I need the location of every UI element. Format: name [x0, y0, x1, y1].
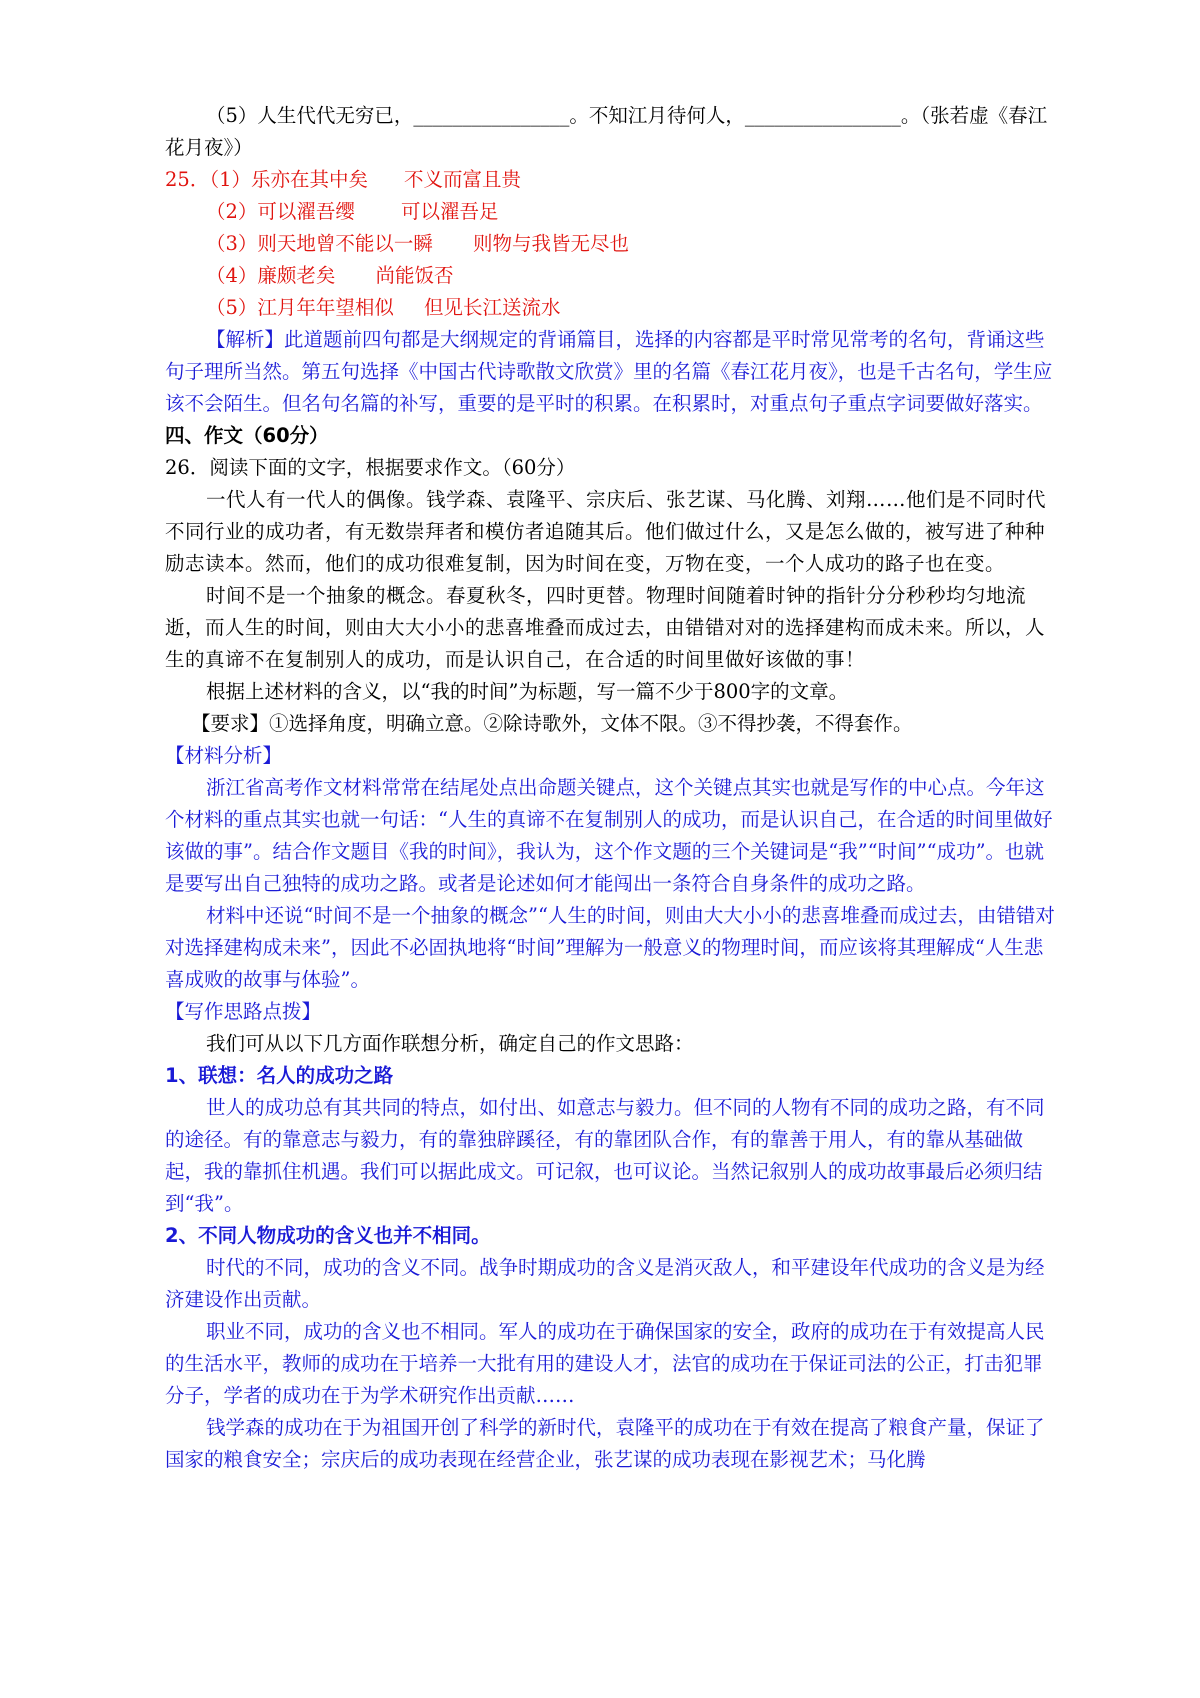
writing-tips-intro: 我们可从以下几方面作联想分析，确定自己的作文思路：	[206, 1032, 694, 1055]
material-paragraph-1: 一代人有一代人的偶像。钱学森、袁隆平、宗庆后、张艺谋、马化腾、刘翔……他们是不同时代不同行业的成功者，有无数崇拜者和模仿者追随其后。他们做过什么，又是怎么做的，被写进了种种励志读本。然而，他们的成功很难复制，因为时间在变，万物在变，一个人成功的路子也在变。	[165, 488, 1047, 575]
material-analysis-p1: 浙江省高考作文材料常常在结尾处点出命题关键点，这个关键点其实也就是写作的中心点。今年这个材料的重点其实也就一句话：“人生的真谛不在复制别人的成功，而是认识自己，在合适的时间里做好该做的事”。结合作文题目《我的时间》，我认为，这个作文题的三个关键词是“我”“时间”“成功”。也就是要写出自己独特的成功之路。或者是论述如何才能闯出一条符合自身条件的成功之路。	[165, 776, 1053, 895]
essay-instruction: 根据上述材料的含义，以“我的时间”为标题，写一篇不少于800字的文章。	[206, 680, 849, 703]
answer-25-5: （5）江月年年望相似 但见长江送流水	[206, 296, 561, 319]
material-analysis-p2: 材料中还说“时间不是一个抽象的概念”“人生的时间，则由大大小小的悲喜堆叠而成过去，由错错对对选择建构成未来”，因此不必固执地将“时间”理解为一般意义的物理时间，而应该将其理解成“人生悲喜成败的故事与体验”。	[165, 904, 1055, 991]
question-24-5: （5）人生代代无穷已，________________。不知江月待何人，________________。（张若虚《春江花月夜》）	[165, 104, 1048, 159]
tip-heading-1: 1、联想：名人的成功之路	[165, 1064, 394, 1087]
writing-tips	[165, 996, 1055, 1476]
tip-paragraph-1: 世人的成功总有其共同的特点，如付出、如意志与毅力。但不同的人物有不同的成功之路，有不同的途径。有的靠意志与毅力，有的靠独辟蹊径，有的靠团队合作，有的靠善于用人，有的靠从基础做起，我的靠抓住机遇。我们可以据此成文。可记叙，也可议论。当然记叙别人的成功故事最后必须归结到“我”。	[165, 1096, 1045, 1215]
document-page	[165, 100, 1055, 1476]
answer-25	[165, 164, 1055, 420]
material-paragraph-2: 时间不是一个抽象的概念。春夏秋冬，四时更替。物理时间随着时钟的指针分分秒秒均匀地流逝，而人生的时间，则由大大小小的悲喜堆叠而成过去，由错错对对的选择建构而成未来。所以，人生的真谛不在复制别人的成功，而是认识自己，在合适的时间里做好该做的事！	[165, 584, 1046, 671]
answer-25-2: （2）可以濯吾缨 可以濯吾足	[206, 200, 499, 223]
answer-25-1: 25．（1）乐亦在其中矣 不义而富且贵	[165, 168, 522, 191]
material-analysis-heading: 【材料分析】	[165, 744, 283, 767]
essay-requirement: 【要求】①选择角度，明确立意。②除诗歌外，文体不限。③不得抄袭，不得套作。	[191, 712, 913, 735]
answer-25-3: （3）则天地曾不能以一瞬 则物与我皆无尽也	[206, 232, 629, 255]
question-26: 26．阅读下面的文字，根据要求作文。（60分）	[165, 456, 576, 479]
material-analysis	[165, 740, 1055, 996]
analysis-25: 【解析】此道题前四句都是大纲规定的背诵篇目，选择的内容都是平时常见常考的名句，背诵这些句子理所当然。第五句选择《中国古代诗歌散文欣赏》里的名篇《春江花月夜》，也是千古名句，学生应该不会陌生。但名句名篇的补写，重要的是平时的积累。在积累时，对重点句子重点字词要做好落实。	[165, 328, 1053, 415]
tip-paragraph-2: 时代的不同，成功的含义不同。战争时期成功的含义是消灭敌人，和平建设年代成功的含义是为经济建设作出贡献。	[165, 1256, 1045, 1311]
tip-paragraph-4: 钱学森的成功在于为祖国开创了科学的新时代，袁隆平的成功在于有效在提高了粮食产量，保证了国家的粮食安全；宗庆后的成功表现在经营企业，张艺谋的成功表现在影视艺术；马化腾	[165, 1416, 1045, 1471]
writing-tips-heading: 【写作思路点拨】	[165, 1000, 322, 1023]
section-4-title: 四、作文（60分）	[165, 424, 329, 447]
tip-paragraph-3: 职业不同，成功的含义也不相同。军人的成功在于确保国家的安全，政府的成功在于有效提高人民的生活水平，教师的成功在于培养一大批有用的建设人才，法官的成功在于保证司法的公正，打击犯罪分子，学者的成功在于为学术研究作出贡献……	[165, 1320, 1045, 1407]
answer-25-4: （4）廉颇老矣 尚能饭否	[206, 264, 454, 287]
tip-heading-2: 2、不同人物成功的含义也并不相同。	[165, 1224, 491, 1247]
